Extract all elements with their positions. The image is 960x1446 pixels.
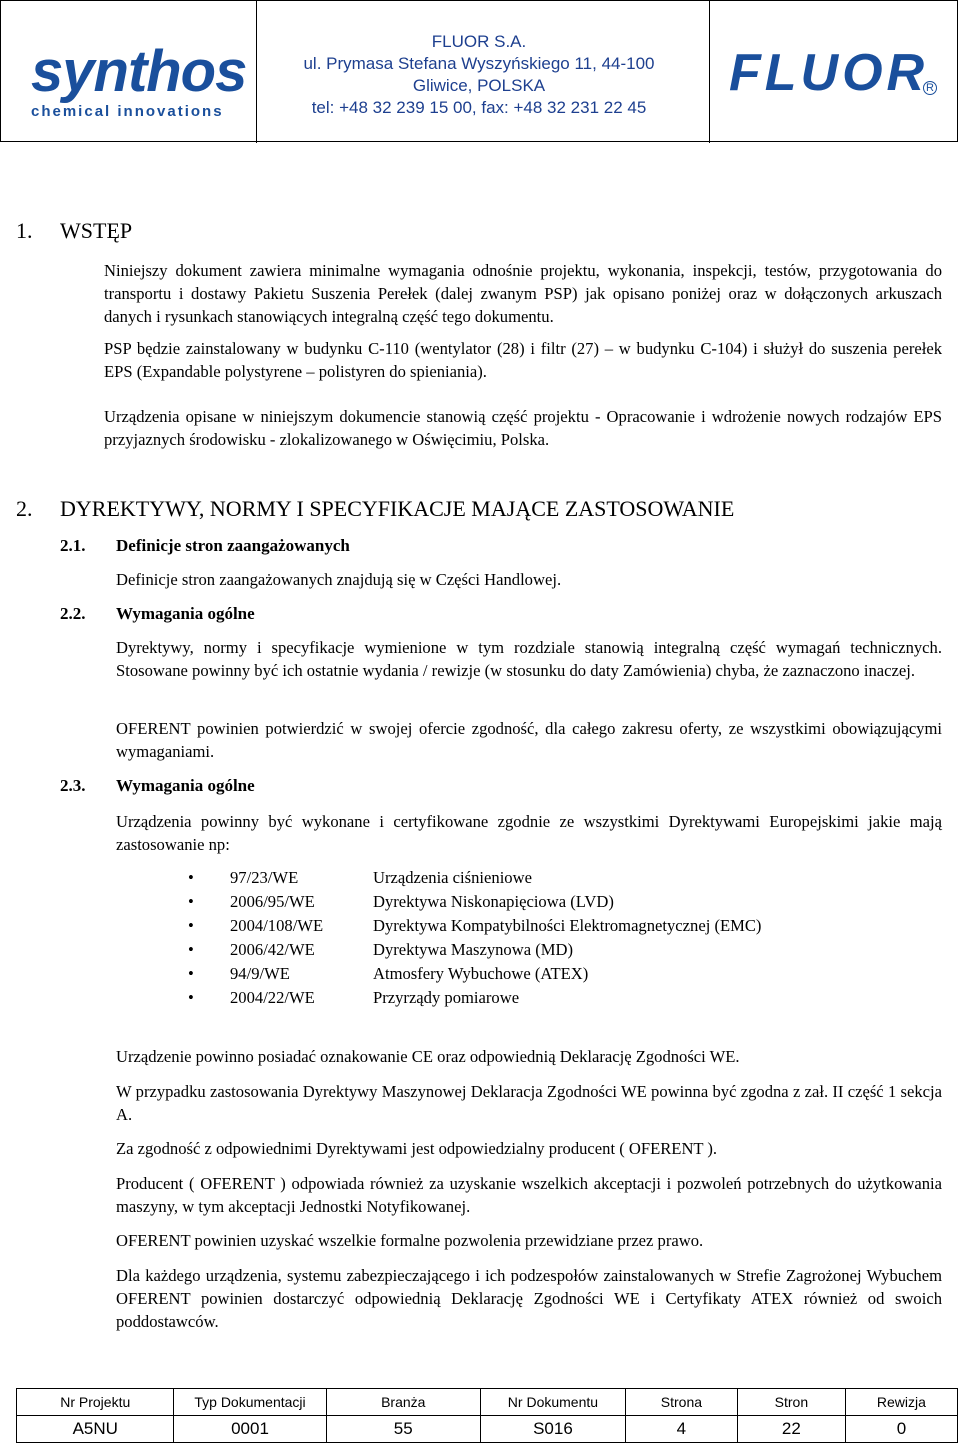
list-item (188, 940, 888, 964)
section-2-3-number: 2.3. (60, 776, 86, 795)
directive-code: 2006/95/WE (230, 892, 315, 911)
directive-name: Dyrektywa Kompatybilności Elektromagnetycznej (EMC) (373, 916, 762, 935)
section-2-1-number: 2.1. (60, 536, 86, 555)
section-1-paragraph-3: Urządzenia opisane w niniejszym dokumencie stanowią część projektu - Opracowanie i wdrożenie nowych rodzajów EPS przyjaznych środowisku - zlokalizowanego w Oświęcimiu, Polska. (104, 407, 942, 449)
directive-name: Przyrządy pomiarowe (373, 988, 520, 1007)
section-2-3-paragraph-6: Dla każdego urządzenia, systemu zabezpieczającego i ich podzespołów zainstalowanych w Strefie Zagrożonej Wybuchem OFERENT powinien dostarczyć odpowiednią Deklarację Zgodności WE i Certyfikaty ATEX również od swoich poddostawców. (116, 1266, 942, 1331)
bullet-icon: • (188, 892, 194, 911)
section-2-2-title: Wymagania ogólne (116, 604, 255, 623)
value-pages: 22 (737, 1416, 845, 1443)
section-2-3-paragraph-5: OFERENT powinien uzyskać wszelkie formalne pozwolenia przewidziane przez prawo. (116, 1231, 704, 1250)
value-revision: 0 (845, 1416, 957, 1443)
table-row (17, 1389, 958, 1416)
section-2-2-paragraph-2: OFERENT powinien potwierdzić w swojej ofercie zgodność, dla całego zakresu oferty, ze wszystkimi obowiązującymi wymaganiami. (116, 719, 942, 761)
registered-mark-icon: R (923, 81, 937, 95)
section-2-3-paragraph-1: Urządzenie powinno posiadać oznakowanie CE oraz odpowiednią Deklarację Zgodności WE. (116, 1047, 740, 1066)
value-document-number: S016 (480, 1416, 625, 1443)
value-project-number: A5NU (17, 1416, 174, 1443)
label-pages: Stron (737, 1389, 845, 1416)
bullet-icon: • (188, 868, 194, 887)
letterhead (0, 0, 958, 142)
list-item (188, 964, 888, 988)
label-discipline: Branża (326, 1389, 480, 1416)
synthos-logo-word: synthos (31, 39, 247, 104)
section-2-title: DYREKTYWY, NORMY I SPECYFIKACJE MAJĄCE ZASTOSOWANIE (60, 496, 735, 521)
section-2-number: 2. (16, 496, 33, 521)
directive-code: 2006/42/WE (230, 940, 315, 959)
list-item (188, 988, 888, 1012)
section-2-1-text: Definicje stron zaangażowanych znajdują się w Części Handlowej. (116, 570, 562, 589)
document-info-table (16, 1388, 958, 1443)
bullet-icon: • (188, 940, 194, 959)
value-document-type: 0001 (174, 1416, 326, 1443)
directive-name: Atmosfery Wybuchowe (ATEX) (373, 964, 589, 983)
list-item (188, 868, 888, 892)
company-address (263, 31, 695, 119)
value-discipline: 55 (326, 1416, 480, 1443)
section-1-paragraph-1: Niniejszy dokument zawiera minimalne wymagania odnośnie projektu, wykonania, inspekcji, testów, przygotowania do transportu i dostawy Pakietu Suszenia Perełek (dalej zwanym PSP) jak opisano poniżej oraz w dołączonych arkuszach danych i rysunkach stanowiących integralną część tego dokumentu. (104, 261, 942, 326)
section-2-3-paragraph-3: Za zgodność z odpowiednimi Dyrektywami jest odpowiedzialny producent ( OFERENT ). (116, 1139, 718, 1158)
company-name: FLUOR S.A. (431, 32, 527, 51)
header-divider-right (709, 1, 710, 143)
label-page: Strona (625, 1389, 737, 1416)
table-row (17, 1416, 958, 1443)
company-street: ul. Prymasa Stefana Wyszyńskiego 11, 44-100 (303, 54, 655, 73)
section-2-3-intro: Urządzenia powinny być wykonane i certyfikowane zgodnie ze wszystkimi Dyrektywami Europejskimi jakie mają zastosowanie np: (116, 812, 942, 854)
value-page: 4 (625, 1416, 737, 1443)
label-project-number: Nr Projektu (17, 1389, 174, 1416)
section-2-3-paragraph-2: W przypadku zastosowania Dyrektywy Maszynowej Deklaracja Zgodności WE powinna być zgodna z zał. II część 1 sekcja A. (116, 1082, 942, 1124)
section-1-number: 1. (16, 218, 33, 243)
synthos-logo-tagline: chemical innovations (31, 103, 224, 120)
bullet-icon: • (188, 988, 194, 1007)
bullet-icon: • (188, 916, 194, 935)
directive-code: 97/23/WE (230, 868, 299, 887)
directive-code: 2004/22/WE (230, 988, 315, 1007)
fluor-logo: FLUOR (729, 44, 929, 102)
directive-name: Dyrektywa Niskonapięciowa (LVD) (373, 892, 614, 911)
synthos-logo (31, 39, 247, 123)
section-1-title: WSTĘP (60, 218, 133, 243)
company-city: Gliwice, POLSKA (412, 76, 546, 95)
section-1-paragraph-2: PSP będzie zainstalowany w budynku C-110 (wentylator (28) i filtr (27) – w budynku C-104) i służył do suszenia perełek EPS (Expandable polystyrene – polistyren do spieniania). (104, 339, 942, 381)
directive-name: Urządzenia ciśnieniowe (373, 868, 532, 887)
section-2-3-paragraph-4: Producent ( OFERENT ) odpowiada również za uzyskanie wszelkich akceptacji i pozwoleń potrzebnych do użytkowania maszyny, w tym akceptacji Jednostki Notyfikowanej. (116, 1174, 942, 1216)
company-phone: tel: +48 32 239 15 00, fax: +48 32 231 22 45 (311, 98, 647, 117)
label-document-number: Nr Dokumentu (480, 1389, 625, 1416)
directive-name: Dyrektywa Maszynowa (MD) (373, 940, 573, 959)
directive-code: 2004/108/WE (230, 916, 324, 935)
list-item (188, 916, 888, 940)
header-divider-left (256, 1, 257, 143)
section-2-3-title: Wymagania ogólne (116, 776, 255, 795)
bullet-icon: • (188, 964, 194, 983)
list-item (188, 892, 888, 916)
label-document-type: Typ Dokumentacji (174, 1389, 326, 1416)
section-2-2-number: 2.2. (60, 604, 86, 623)
directive-code: 94/9/WE (230, 964, 290, 983)
section-2-2-paragraph-1: Dyrektywy, normy i specyfikacje wymienione w tym rozdziale stanowią integralną część wymagań technicznych. Stosowane powinny być ich ostatnie wydania / rewizje (w stosunku do daty Zamówienia) chyba, że zaznaczono inaczej. (116, 638, 942, 680)
section-2-1-title: Definicje stron zaangażowanych (116, 536, 350, 555)
label-revision: Rewizja (845, 1389, 957, 1416)
